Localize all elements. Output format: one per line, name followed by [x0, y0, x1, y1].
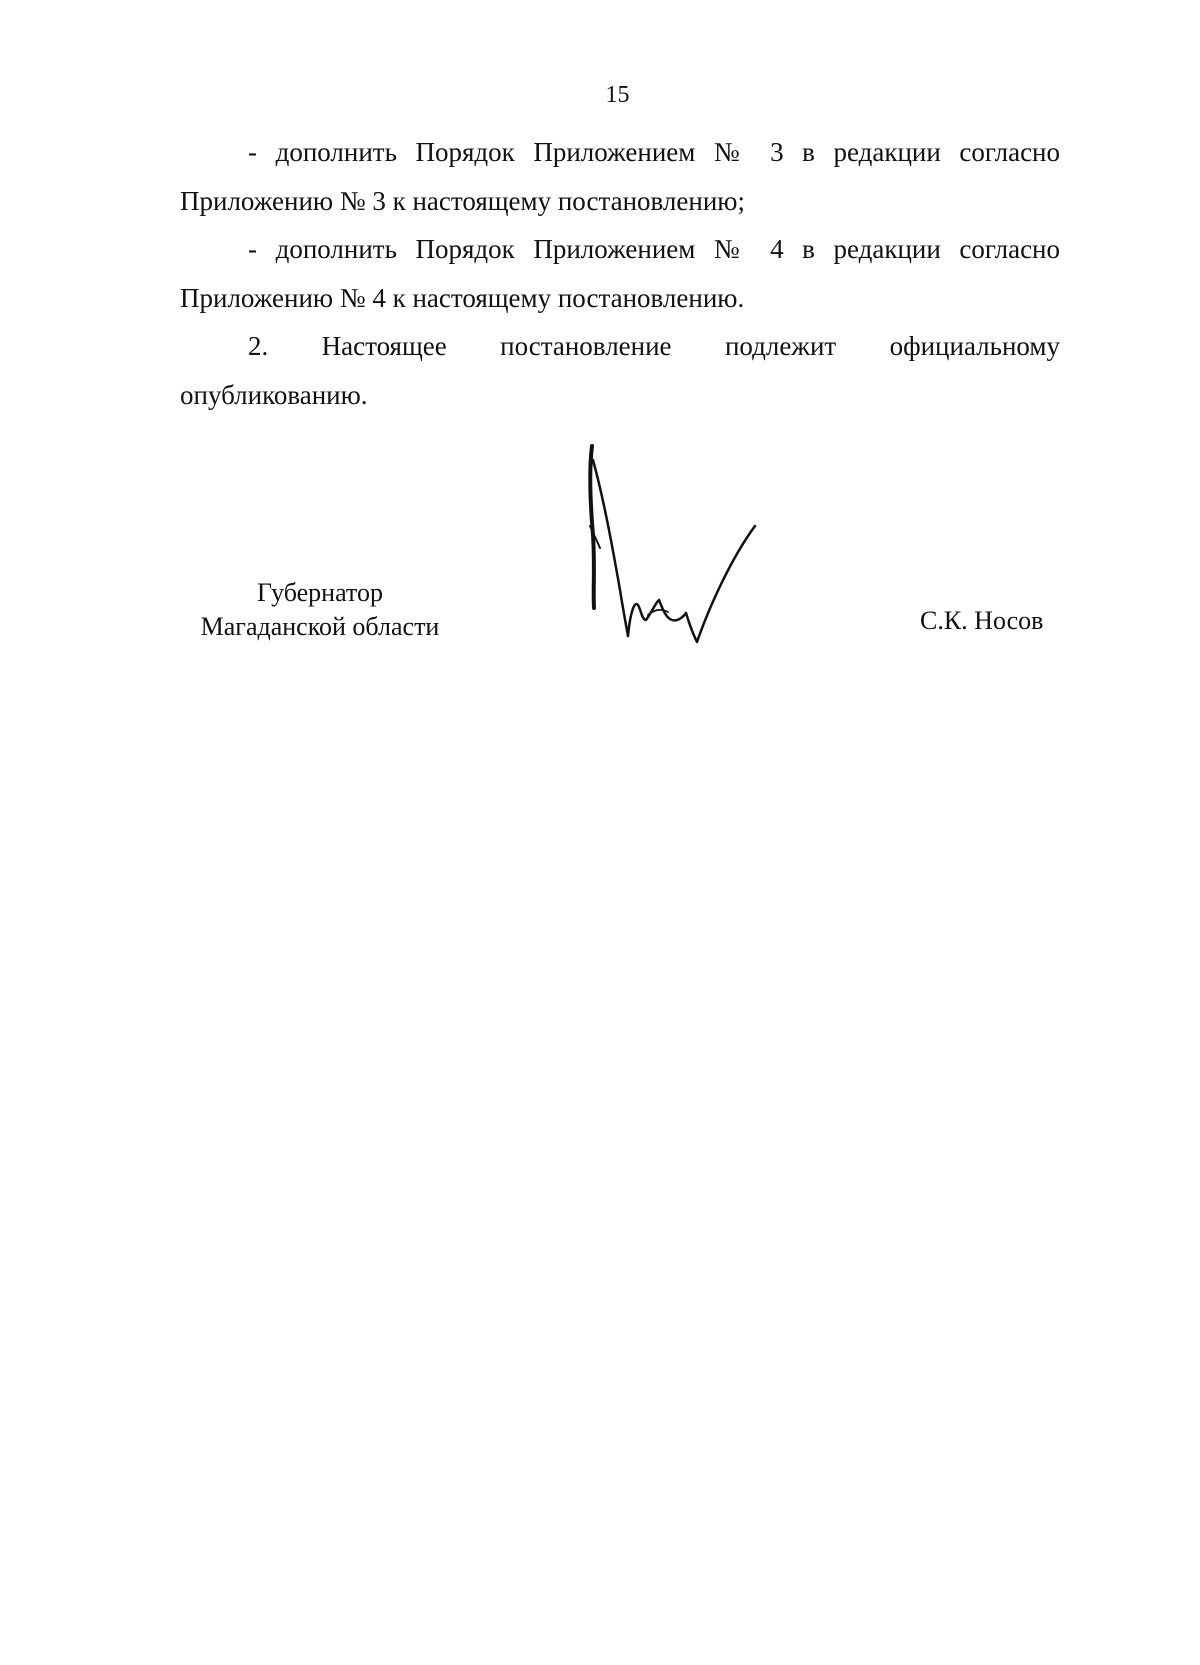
paragraph-amendment-appendix-3: - дополнить Порядок Приложением № 3 в редакции согласно Приложению № 3 к настоящему постановлению;: [180, 137, 1060, 216]
paragraph-publication-clause: 2. Настоящее постановление подлежит официальному опубликованию.: [180, 331, 1060, 410]
handwritten-signature-icon: [580, 440, 800, 680]
signer-name: С.К. Носов: [920, 606, 1044, 635]
page-number: 15: [605, 82, 630, 108]
signer-position: [150, 576, 490, 644]
document-body: [180, 128, 1060, 419]
signer-position-line-2: Магаданской области: [200, 612, 440, 641]
signer-position-line-1: Губернатор: [257, 578, 383, 607]
paragraph-amendment-appendix-4: - дополнить Порядок Приложением № 4 в редакции согласно Приложению № 4 к настоящему постановлению.: [180, 234, 1060, 313]
